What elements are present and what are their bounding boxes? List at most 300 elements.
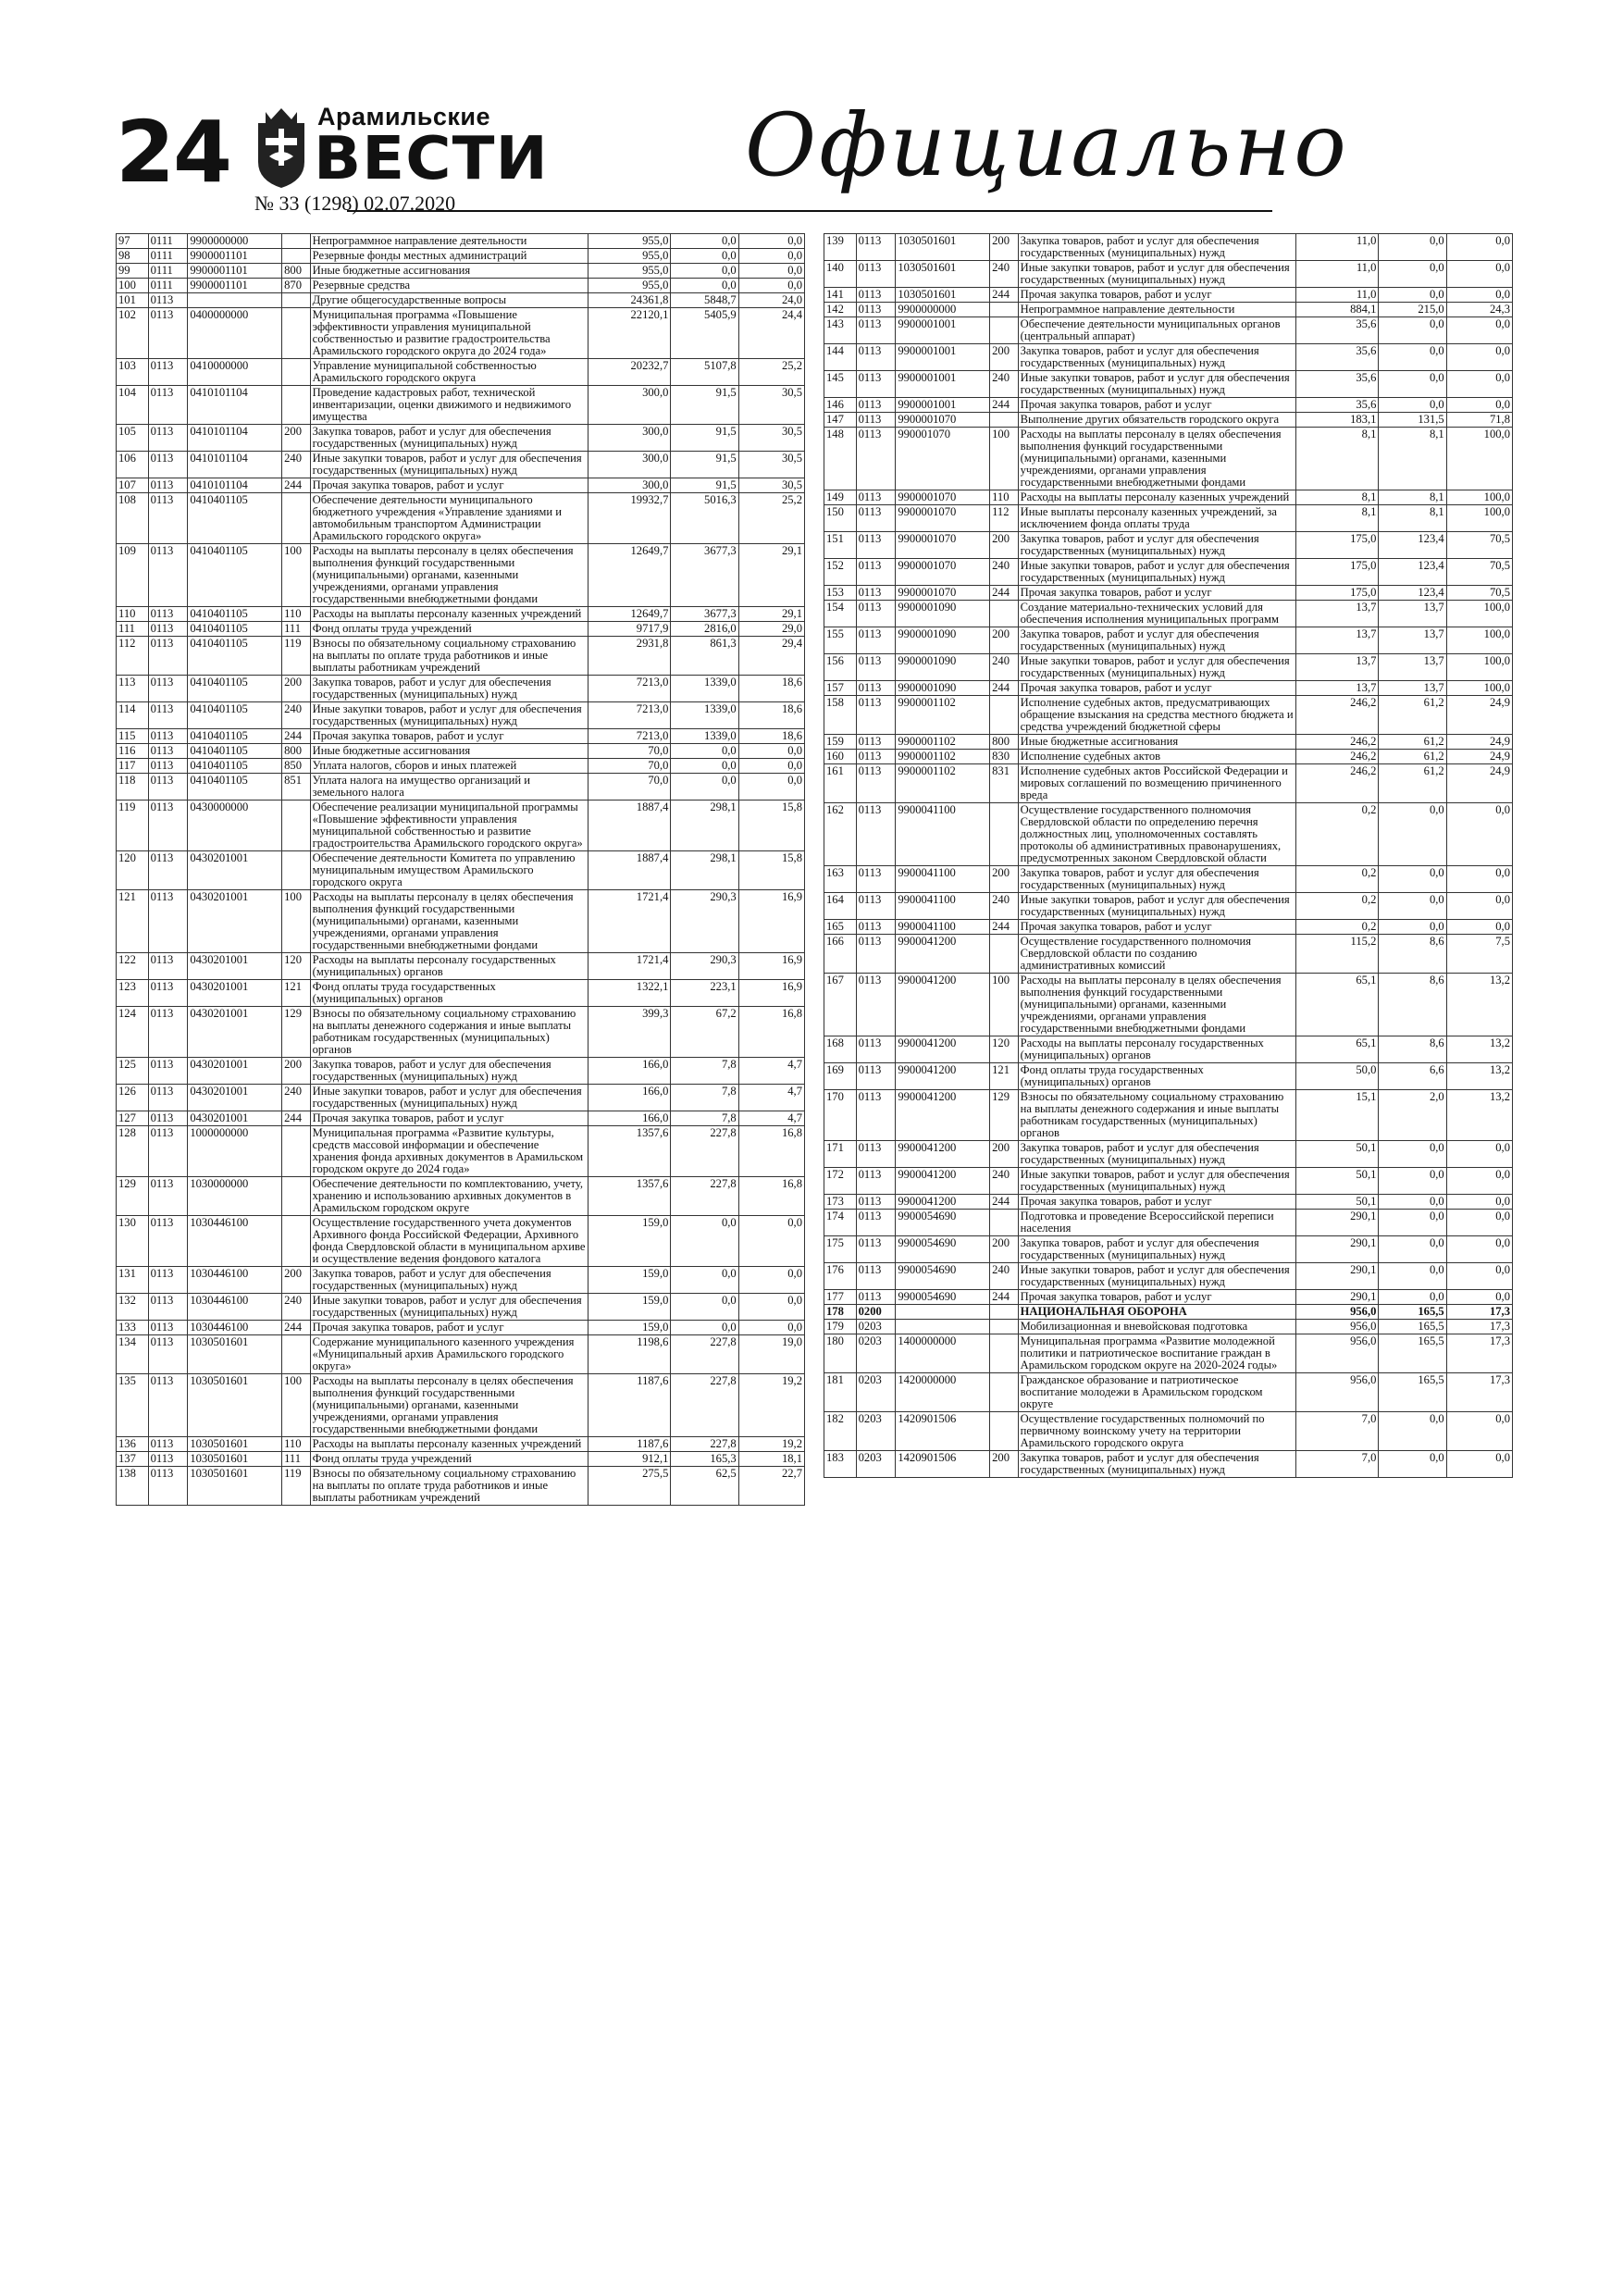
row-number: 146: [824, 398, 857, 413]
table-row: [824, 490, 1513, 505]
executed-amount: 227,8: [671, 1335, 738, 1374]
planned-amount: 35,6: [1295, 398, 1379, 413]
target-code: 9900000000: [188, 234, 282, 249]
row-number: 100: [117, 279, 149, 293]
planned-amount: 70,0: [588, 774, 671, 800]
target-code: 990001070: [896, 428, 990, 490]
executed-amount: 290,3: [671, 890, 738, 953]
target-code: 9900001070: [896, 559, 990, 586]
row-number: 124: [117, 1007, 149, 1058]
item-name: Взносы по обязательному социальному страхованию на выплаты по оплате труда работников и иные выплаты работникам учреждений: [310, 1467, 588, 1506]
executed-amount: 13,7: [1379, 627, 1446, 654]
target-code: 1030501601: [896, 234, 990, 261]
brand-subtitle: Арамильские: [317, 103, 490, 130]
item-name: Осуществление государственного полномочия Свердловской области по созданию административных комиссий: [1018, 935, 1295, 974]
target-code: 9900041100: [896, 866, 990, 893]
section-code: 0113: [856, 935, 896, 974]
planned-amount: 1887,4: [588, 851, 671, 890]
table-row: [824, 866, 1513, 893]
executed-amount: 13,7: [1379, 601, 1446, 627]
planned-amount: 166,0: [588, 1111, 671, 1126]
section-code: 0113: [148, 293, 188, 308]
execution-percent: 24,0: [738, 293, 804, 308]
executed-amount: 0,0: [671, 744, 738, 759]
section-code: 0113: [148, 851, 188, 890]
executed-amount: 13,7: [1379, 654, 1446, 681]
executed-amount: 8,6: [1379, 974, 1446, 1036]
section-code: 0111: [148, 249, 188, 264]
item-name: Прочая закупка товаров, работ и услуг: [1018, 398, 1295, 413]
target-code: 1420000000: [896, 1373, 990, 1412]
execution-percent: 100,0: [1446, 490, 1512, 505]
planned-amount: 956,0: [1295, 1320, 1379, 1334]
section-code: 0113: [148, 1467, 188, 1506]
execution-percent: 0,0: [1446, 317, 1512, 344]
row-number: 183: [824, 1451, 857, 1478]
item-name: Иные закупки товаров, работ и услуг для обеспечения государственных (муниципальных) нужд: [1018, 371, 1295, 398]
expense-type: [990, 696, 1019, 735]
item-name: Осуществление государственного учета документов Архивного фонда Российской Федерации, Архивного фонда Свердловской области в муниципальном архиве и осуществление ведения фондового каталога: [310, 1216, 588, 1267]
expense-type: [282, 249, 311, 264]
expense-type: 121: [282, 980, 311, 1007]
executed-amount: 61,2: [1379, 750, 1446, 764]
table-row: [117, 308, 805, 359]
table-row: [117, 851, 805, 890]
table-row: [824, 288, 1513, 303]
target-code: 0430201001: [188, 1058, 282, 1085]
execution-percent: 17,3: [1446, 1320, 1512, 1334]
budget-table-left: [116, 233, 805, 1506]
section-code: 0113: [148, 702, 188, 729]
table-row: [117, 676, 805, 702]
table-row: [824, 1305, 1513, 1320]
expense-type: 200: [282, 1267, 311, 1294]
row-number: 163: [824, 866, 857, 893]
execution-percent: 70,5: [1446, 586, 1512, 601]
row-number: 98: [117, 249, 149, 264]
table-row: [117, 478, 805, 493]
expense-type: 800: [282, 744, 311, 759]
planned-amount: 19932,7: [588, 493, 671, 544]
planned-amount: 246,2: [1295, 750, 1379, 764]
item-name: Прочая закупка товаров, работ и услуг: [1018, 1195, 1295, 1210]
expense-type: 851: [282, 774, 311, 800]
planned-amount: 7213,0: [588, 729, 671, 744]
target-code: 0410000000: [188, 359, 282, 386]
row-number: 140: [824, 261, 857, 288]
row-number: 123: [117, 980, 149, 1007]
target-code: 1400000000: [896, 1334, 990, 1373]
row-number: 125: [117, 1058, 149, 1085]
target-code: 9900054690: [896, 1210, 990, 1236]
expense-type: 129: [990, 1090, 1019, 1141]
target-code: 1000000000: [188, 1126, 282, 1177]
table-row: [117, 1452, 805, 1467]
planned-amount: 1721,4: [588, 953, 671, 980]
executed-amount: 227,8: [671, 1177, 738, 1216]
item-name: Прочая закупка товаров, работ и услуг: [1018, 288, 1295, 303]
executed-amount: 0,0: [1379, 234, 1446, 261]
target-code: 1030446100: [188, 1294, 282, 1321]
target-code: 1030501601: [188, 1437, 282, 1452]
executed-amount: 0,0: [1379, 398, 1446, 413]
expense-type: 244: [990, 288, 1019, 303]
row-number: 141: [824, 288, 857, 303]
executed-amount: 227,8: [671, 1437, 738, 1452]
section-code: 0113: [148, 890, 188, 953]
target-code: 9900041200: [896, 1036, 990, 1063]
item-name: Закупка товаров, работ и услуг для обеспечения государственных (муниципальных) нужд: [1018, 1451, 1295, 1478]
target-code: 0410401105: [188, 607, 282, 622]
section-code: 0113: [148, 1085, 188, 1111]
execution-percent: 0,0: [1446, 1168, 1512, 1195]
table-row: [117, 1111, 805, 1126]
target-code: 9900001070: [896, 532, 990, 559]
execution-percent: 4,7: [738, 1058, 804, 1085]
section-code: 0113: [148, 359, 188, 386]
item-name: Фонд оплаты труда учреждений: [310, 622, 588, 637]
expense-type: 800: [282, 264, 311, 279]
item-name: Обеспечение деятельности муниципального бюджетного учреждения «Управление зданиями и автомобильным транспортом Администрации Арамильского городского округа»: [310, 493, 588, 544]
target-code: 9900001101: [188, 249, 282, 264]
coat-of-arms-icon: [253, 105, 310, 190]
section-code: 0113: [148, 744, 188, 759]
item-name: Иные закупки товаров, работ и услуг для обеспечения государственных (муниципальных) нужд: [1018, 1263, 1295, 1290]
table-row: [117, 1267, 805, 1294]
brand-title: ВЕСТИ: [314, 125, 549, 193]
row-number: 126: [117, 1085, 149, 1111]
expense-type: 119: [282, 1467, 311, 1506]
planned-amount: 955,0: [588, 234, 671, 249]
table-row: [824, 1195, 1513, 1210]
expense-type: [282, 1335, 311, 1374]
expense-type: [990, 303, 1019, 317]
section-code: 0113: [148, 637, 188, 676]
expense-type: [282, 1126, 311, 1177]
expense-type: 240: [282, 702, 311, 729]
row-number: 103: [117, 359, 149, 386]
expense-type: 119: [282, 637, 311, 676]
item-name: Расходы на выплаты персоналу казенных учреждений: [1018, 490, 1295, 505]
execution-percent: 0,0: [1446, 288, 1512, 303]
execution-percent: 0,0: [1446, 1236, 1512, 1263]
table-row: [117, 1216, 805, 1267]
right-column: [824, 233, 1513, 1478]
execution-percent: 0,0: [738, 744, 804, 759]
target-code: 9900001001: [896, 371, 990, 398]
target-code: 1030501601: [896, 288, 990, 303]
executed-amount: 5016,3: [671, 493, 738, 544]
table-row: [824, 1290, 1513, 1305]
row-number: 161: [824, 764, 857, 803]
planned-amount: 290,1: [1295, 1210, 1379, 1236]
expense-type: 240: [990, 261, 1019, 288]
execution-percent: 71,8: [1446, 413, 1512, 428]
planned-amount: 15,1: [1295, 1090, 1379, 1141]
target-code: 1420901506: [896, 1412, 990, 1451]
executed-amount: 0,0: [1379, 1412, 1446, 1451]
table-row: [824, 398, 1513, 413]
item-name: Непрограммное направление деятельности: [1018, 303, 1295, 317]
table-row: [824, 1412, 1513, 1451]
execution-percent: 0,0: [1446, 920, 1512, 935]
target-code: 9900001070: [896, 505, 990, 532]
executed-amount: 0,0: [1379, 371, 1446, 398]
table-row: [824, 234, 1513, 261]
planned-amount: 13,7: [1295, 654, 1379, 681]
item-name: Исполнение судебных актов, предусматривающих обращение взыскания на средства местного бюджета и средства учреждений бюджетной сферы: [1018, 696, 1295, 735]
section-code: 0113: [148, 1374, 188, 1437]
row-number: 110: [117, 607, 149, 622]
expense-type: 110: [282, 607, 311, 622]
executed-amount: 227,8: [671, 1126, 738, 1177]
row-number: 102: [117, 308, 149, 359]
section-code: 0113: [148, 1267, 188, 1294]
execution-percent: 0,0: [738, 759, 804, 774]
execution-percent: 16,8: [738, 1007, 804, 1058]
expense-type: 200: [282, 676, 311, 702]
table-row: [824, 1451, 1513, 1478]
executed-amount: 0,0: [1379, 1210, 1446, 1236]
execution-percent: 17,3: [1446, 1373, 1512, 1412]
target-code: 0400000000: [188, 308, 282, 359]
row-number: 131: [117, 1267, 149, 1294]
planned-amount: 290,1: [1295, 1236, 1379, 1263]
row-number: 134: [117, 1335, 149, 1374]
item-name: Уплата налогов, сборов и иных платежей: [310, 759, 588, 774]
table-row: [117, 759, 805, 774]
item-name: Муниципальная программа «Повышение эффективности управления муниципальной собственностью и развитие градостроительства Арамильского городского округа до 2024 года»: [310, 308, 588, 359]
planned-amount: 13,7: [1295, 627, 1379, 654]
section-code: 0113: [148, 774, 188, 800]
execution-percent: 16,9: [738, 980, 804, 1007]
target-code: 9900041200: [896, 935, 990, 974]
executed-amount: 7,8: [671, 1085, 738, 1111]
table-row: [117, 293, 805, 308]
table-row: [117, 729, 805, 744]
expense-type: 240: [990, 1263, 1019, 1290]
item-name: Иные бюджетные ассигнования: [310, 744, 588, 759]
item-name: Иные закупки товаров, работ и услуг для обеспечения государственных (муниципальных) нужд: [1018, 654, 1295, 681]
execution-percent: 0,0: [1446, 371, 1512, 398]
execution-percent: 15,8: [738, 851, 804, 890]
row-number: 179: [824, 1320, 857, 1334]
target-code: 9900001090: [896, 654, 990, 681]
item-name: Уплата налога на имущество организаций и земельного налога: [310, 774, 588, 800]
execution-percent: 100,0: [1446, 654, 1512, 681]
execution-percent: 30,5: [738, 452, 804, 478]
executed-amount: 0,0: [671, 1321, 738, 1335]
planned-amount: 70,0: [588, 759, 671, 774]
section-code: 0113: [148, 1058, 188, 1085]
target-code: 1030446100: [188, 1321, 282, 1335]
execution-percent: 17,3: [1446, 1305, 1512, 1320]
planned-amount: 1198,6: [588, 1335, 671, 1374]
executed-amount: 165,5: [1379, 1320, 1446, 1334]
planned-amount: 7213,0: [588, 676, 671, 702]
item-name: Другие общегосударственные вопросы: [310, 293, 588, 308]
row-number: 182: [824, 1412, 857, 1451]
planned-amount: 0,2: [1295, 866, 1379, 893]
expense-type: 800: [990, 735, 1019, 750]
execution-percent: 70,5: [1446, 559, 1512, 586]
table-row: [824, 1036, 1513, 1063]
table-row: [117, 452, 805, 478]
planned-amount: 300,0: [588, 452, 671, 478]
planned-amount: 1357,6: [588, 1177, 671, 1216]
planned-amount: 7,0: [1295, 1451, 1379, 1478]
executed-amount: 5848,7: [671, 293, 738, 308]
section-code: 0113: [856, 413, 896, 428]
planned-amount: 956,0: [1295, 1305, 1379, 1320]
table-row: [117, 1467, 805, 1506]
planned-amount: 22120,1: [588, 308, 671, 359]
section-code: 0113: [148, 478, 188, 493]
section-code: 0113: [856, 586, 896, 601]
target-code: 9900001070: [896, 586, 990, 601]
planned-amount: 11,0: [1295, 288, 1379, 303]
expense-type: 120: [282, 953, 311, 980]
target-code: 9900001070: [896, 413, 990, 428]
expense-type: 100: [282, 1374, 311, 1437]
section-code: 0113: [856, 1290, 896, 1305]
row-number: 132: [117, 1294, 149, 1321]
row-number: 128: [117, 1126, 149, 1177]
expense-type: 240: [282, 452, 311, 478]
expense-type: [990, 1210, 1019, 1236]
item-name: Прочая закупка товаров, работ и услуг: [1018, 920, 1295, 935]
planned-amount: 399,3: [588, 1007, 671, 1058]
section-code: 0113: [856, 893, 896, 920]
executed-amount: 91,5: [671, 452, 738, 478]
table-row: [117, 234, 805, 249]
target-code: 0410401105: [188, 744, 282, 759]
table-row: [117, 1335, 805, 1374]
expense-type: 200: [990, 1451, 1019, 1478]
item-name: НАЦИОНАЛЬНАЯ ОБОРОНА: [1018, 1305, 1295, 1320]
table-row: [117, 493, 805, 544]
table-row: [824, 1063, 1513, 1090]
expense-type: 200: [990, 1236, 1019, 1263]
target-code: 9900001001: [896, 398, 990, 413]
table-row: [824, 1236, 1513, 1263]
section-code: 0113: [856, 1063, 896, 1090]
executed-amount: 2816,0: [671, 622, 738, 637]
target-code: 0410101104: [188, 478, 282, 493]
item-name: Прочая закупка товаров, работ и услуг: [310, 1111, 588, 1126]
row-number: 172: [824, 1168, 857, 1195]
item-name: Расходы на выплаты персоналу в целях обеспечения выполнения функций государственными (муниципальными) органами, казенными учреждениями, органами управления государственными внебюджетными фондами: [1018, 428, 1295, 490]
row-number: 178: [824, 1305, 857, 1320]
target-code: 9900041100: [896, 803, 990, 866]
target-code: 1030000000: [188, 1177, 282, 1216]
expense-type: 831: [990, 764, 1019, 803]
executed-amount: 0,0: [1379, 1290, 1446, 1305]
executed-amount: 223,1: [671, 980, 738, 1007]
execution-percent: 13,2: [1446, 1090, 1512, 1141]
expense-type: 244: [990, 1290, 1019, 1305]
target-code: 0410401105: [188, 544, 282, 607]
executed-amount: 0,0: [1379, 344, 1446, 371]
target-code: 0410401105: [188, 676, 282, 702]
expense-type: 244: [282, 729, 311, 744]
row-number: 156: [824, 654, 857, 681]
expense-type: 240: [990, 893, 1019, 920]
planned-amount: 11,0: [1295, 234, 1379, 261]
item-name: Иные закупки товаров, работ и услуг для обеспечения государственных (муниципальных) нужд: [1018, 893, 1295, 920]
execution-percent: 30,5: [738, 425, 804, 452]
item-name: Закупка товаров, работ и услуг для обеспечения государственных (муниципальных) нужд: [1018, 1236, 1295, 1263]
executed-amount: 0,0: [1379, 1168, 1446, 1195]
row-number: 181: [824, 1373, 857, 1412]
expense-type: [282, 293, 311, 308]
item-name: Создание материально-технических условий для обеспечения исполнения муниципальных программ: [1018, 601, 1295, 627]
execution-percent: 24,4: [738, 308, 804, 359]
execution-percent: 25,2: [738, 359, 804, 386]
table-row: [117, 359, 805, 386]
execution-percent: 4,7: [738, 1111, 804, 1126]
table-row: [824, 1334, 1513, 1373]
row-number: 138: [117, 1467, 149, 1506]
executed-amount: 91,5: [671, 386, 738, 425]
section-code: 0113: [148, 1294, 188, 1321]
target-code: 9900001102: [896, 696, 990, 735]
table-row: [824, 261, 1513, 288]
target-code: 0410401105: [188, 637, 282, 676]
section-code: 0113: [148, 386, 188, 425]
executed-amount: 1339,0: [671, 676, 738, 702]
section-code: 0113: [856, 1210, 896, 1236]
execution-percent: 0,0: [1446, 234, 1512, 261]
executed-amount: 0,0: [671, 759, 738, 774]
executed-amount: 1339,0: [671, 729, 738, 744]
expense-type: 244: [282, 478, 311, 493]
table-row: [824, 1210, 1513, 1236]
executed-amount: 13,7: [1379, 681, 1446, 696]
item-name: Прочая закупка товаров, работ и услуг: [1018, 586, 1295, 601]
target-code: 1030501601: [188, 1335, 282, 1374]
expense-type: 244: [990, 586, 1019, 601]
target-code: 9900041200: [896, 1195, 990, 1210]
execution-percent: 18,6: [738, 702, 804, 729]
table-row: [117, 800, 805, 851]
row-number: 155: [824, 627, 857, 654]
table-row: [824, 413, 1513, 428]
planned-amount: 50,1: [1295, 1168, 1379, 1195]
planned-amount: 1721,4: [588, 890, 671, 953]
executed-amount: 0,0: [671, 1216, 738, 1267]
expense-type: [282, 359, 311, 386]
item-name: Закупка товаров, работ и услуг для обеспечения государственных (муниципальных) нужд: [1018, 866, 1295, 893]
planned-amount: 8,1: [1295, 505, 1379, 532]
row-number: 165: [824, 920, 857, 935]
planned-amount: 175,0: [1295, 559, 1379, 586]
executed-amount: 227,8: [671, 1374, 738, 1437]
row-number: 112: [117, 637, 149, 676]
executed-amount: 0,0: [1379, 1451, 1446, 1478]
row-number: 119: [117, 800, 149, 851]
target-code: 0410401105: [188, 759, 282, 774]
planned-amount: 300,0: [588, 478, 671, 493]
target-code: 9900001102: [896, 750, 990, 764]
item-name: Закупка товаров, работ и услуг для обеспечения государственных (муниципальных) нужд: [310, 676, 588, 702]
execution-percent: 0,0: [1446, 1451, 1512, 1478]
planned-amount: 35,6: [1295, 344, 1379, 371]
section-code: 0113: [148, 493, 188, 544]
row-number: 145: [824, 371, 857, 398]
target-code: 9900001001: [896, 317, 990, 344]
table-row: [117, 953, 805, 980]
